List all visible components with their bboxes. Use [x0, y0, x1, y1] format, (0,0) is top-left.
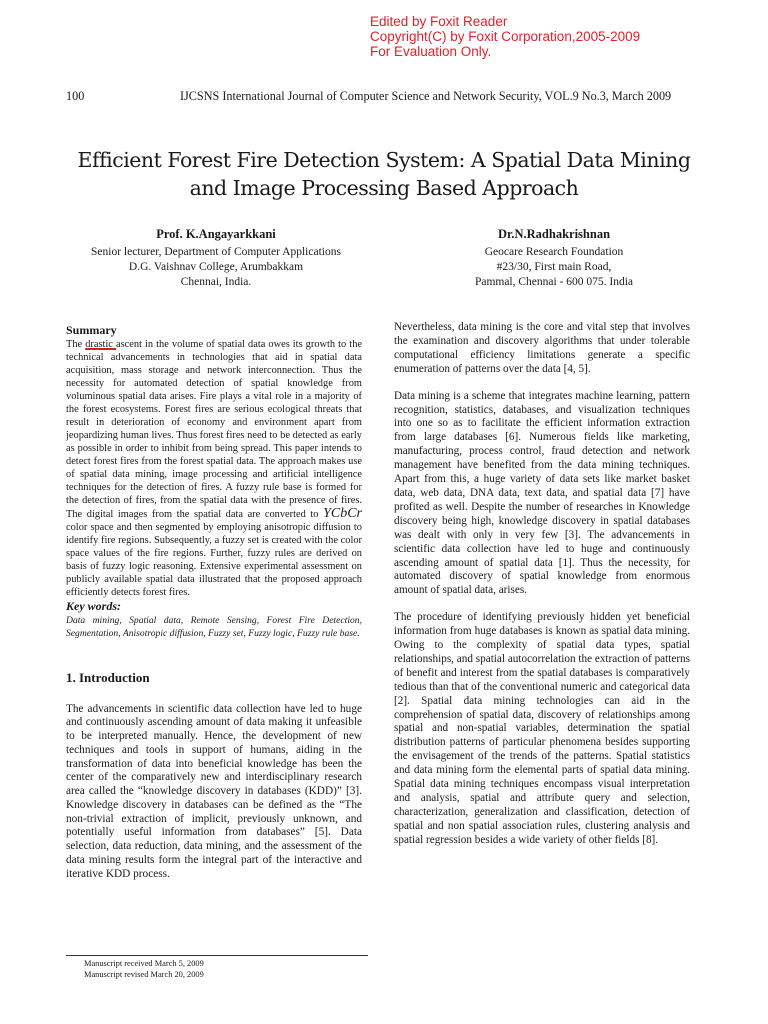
author-block — [404, 227, 704, 290]
title-line: and Image Processing Based Approach — [189, 176, 579, 200]
left-column — [66, 324, 362, 881]
summary-text — [66, 338, 362, 599]
body-paragraph: Nevertheless, data mining is the core and vital step that involves the examination and discovery algorithms that under tolerable computational efficiency limitations generate a specific enumeration of patterns over the data [4, 5]. — [394, 321, 690, 375]
evaluation-watermark — [370, 14, 640, 59]
watermark-line: For Evaluation Only. — [370, 44, 492, 59]
journal-name: IJCSNS International Journal of Computer Science and Network Security, VOL.9 No.3, March 2009 — [180, 89, 672, 103]
manuscript-received: Manuscript received March 5, 2009 — [84, 959, 204, 968]
summary-text-main: ascent in the volume of spatial data owes its growth to the technical advancements in technologies that aid in spatial data acquisition, mass storage and network interconnection. Thus the necessity for automated detection of spatial knowledge from voluminous spatial data arises. Fire plays a vital role in a majority of the forest ecosystems. Forest fires are serious ecological threats that result in deterioration of economy and environment apart from jeopardizing human lives. Thus forest fires need to be detected as early as possible in order to inhibit from being spread. This paper intends to detect forest fires from the forest spatial data. The approach makes use of spatial data mining, image processing and artificial intelligence techniques for the detection of fires. A fuzzy rule base is formed for the detection of fires, from the spatial data with the presence of fires. The digital images from the spatial data are converted to — [66, 338, 362, 520]
author-block — [68, 227, 364, 290]
footnote-divider — [66, 955, 368, 956]
footnotes — [84, 958, 204, 980]
introduction-heading: 1. Introduction — [66, 669, 150, 685]
keywords-heading: Key words: — [66, 598, 121, 613]
manuscript-revised: Manuscript revised March 20, 2009 — [84, 970, 204, 979]
author-affiliation: Chennai, India. — [180, 276, 252, 288]
right-column — [394, 321, 690, 861]
ycbcr-term: YCbCr — [323, 505, 362, 521]
summary-heading: Summary — [66, 323, 117, 337]
author-affiliation: #23/30, First main Road, — [496, 261, 612, 273]
author-affiliation: Senior lecturer, Department of Computer Applications — [91, 246, 341, 258]
author-name: Prof. K.Angayarkkani — [156, 227, 276, 241]
author-name: Dr.N.Radhakrishnan — [497, 227, 611, 241]
paper-title — [60, 146, 708, 202]
page-number: 100 — [66, 89, 85, 103]
author-affiliation: Pammal, Chennai - 600 075. India — [474, 276, 634, 288]
introduction-text: The advancements in scientific data collection have led to huge and continuously ascending amount of data making it unfeasible to be interpreted manually. Hence, the development of new techniques and tools in support of humans, aiding in the transformation of data into beneficial knowledge has been the center of the comparatively new and interdisciplinary research area called the “knowledge discovery in databases (KDD)” [3]. Knowledge discovery in databases can be defined as the “The non-trivial extraction of implicit, previously unknown, and potentially useful information from databases” [5]. Data selection, data reduction, data mining, and the assessment of the data mining results form the integral part of the interactive and iterative KDD process. — [66, 702, 362, 880]
summary-text-end: color space and then segmented by employing anisotropic diffusion to identify fire regions. Subsequently, a fuzzy set is created with the color space values of the fire regions. Further, fuzzy rules are derived on basis of fuzzy logic reasoning. Extensive experimental assessment on publicly available spatial data illustrated that the proposed approach efficiently detects forest fires. — [66, 521, 362, 598]
underlined-word: drastic — [85, 338, 116, 350]
body-paragraph: Data mining is a scheme that integrates machine learning, pattern recognition, statistics, databases, and visualization techniques into one so as to facilitate the efficient information extraction from large databases [6]. Numerous fields like marketing, manufacturing, process control, fraud detection and network management have benefited from the data mining techniques. Apart from this, a huge variety of data sets like market basket data, web data, DNA data, text data, and spatial data [7] have profited as well. Despite the number of researches in Knowledge discovery being high, knowledge discovery in spatial databases was dealt with only in very few [3]. The advancements in scientific data collection have led to huge and continuously ascending amount of spatial data [1]. Thus the necessity, for automated discovery of spatial knowledge from enormous amount of spatial data, arises. — [394, 389, 690, 597]
author-affiliation: Geocare Research Foundation — [484, 246, 624, 258]
keywords-text: Data mining, Spatial data, Remote Sensing, Forest Fire Detection, Segmentation, Anisotropic diffusion, Fuzzy set, Fuzzy logic, Fuzzy rule base. — [66, 614, 362, 639]
title-line: Efficient Forest Fire Detection System: A Spatial Data Mining — [77, 148, 691, 172]
body-paragraph: The procedure of identifying previously hidden yet beneficial information from huge databases is known as spatial data mining. Owing to the complexity of spatial data types, spatial relationships, and spatial autocorrelation the extraction of patterns of benefit and interest from the spatial databases is comparatively tedious than that of the conventional numeric and categorical data [2]. Spatial data mining technologies can aid in the comprehension of spatial data, discovery of relationships among spatial and non-spatial variables, determination the spatial distribution patterns of particular phenomena besides supporting the envisagement of the trends of the patterns. Spatial statistics and data mining form the elemental parts of spatial data mining. Spatial data mining techniques encompass visual interpretation and analysis, spatial and attribute query and selection, characterization, generalization and classification, detection of spatial and non spatial association rules, clustering analysis and spatial regression besides a wide variety of other fields [8]. — [394, 611, 690, 846]
watermark-line: Edited by Foxit Reader — [370, 14, 508, 29]
watermark-line: Copyright(C) by Foxit Corporation,2005-2009 — [370, 29, 641, 44]
author-affiliation: D.G. Vaishnav College, Arumbakkam — [128, 261, 304, 273]
summary-text-start: The — [66, 338, 86, 350]
